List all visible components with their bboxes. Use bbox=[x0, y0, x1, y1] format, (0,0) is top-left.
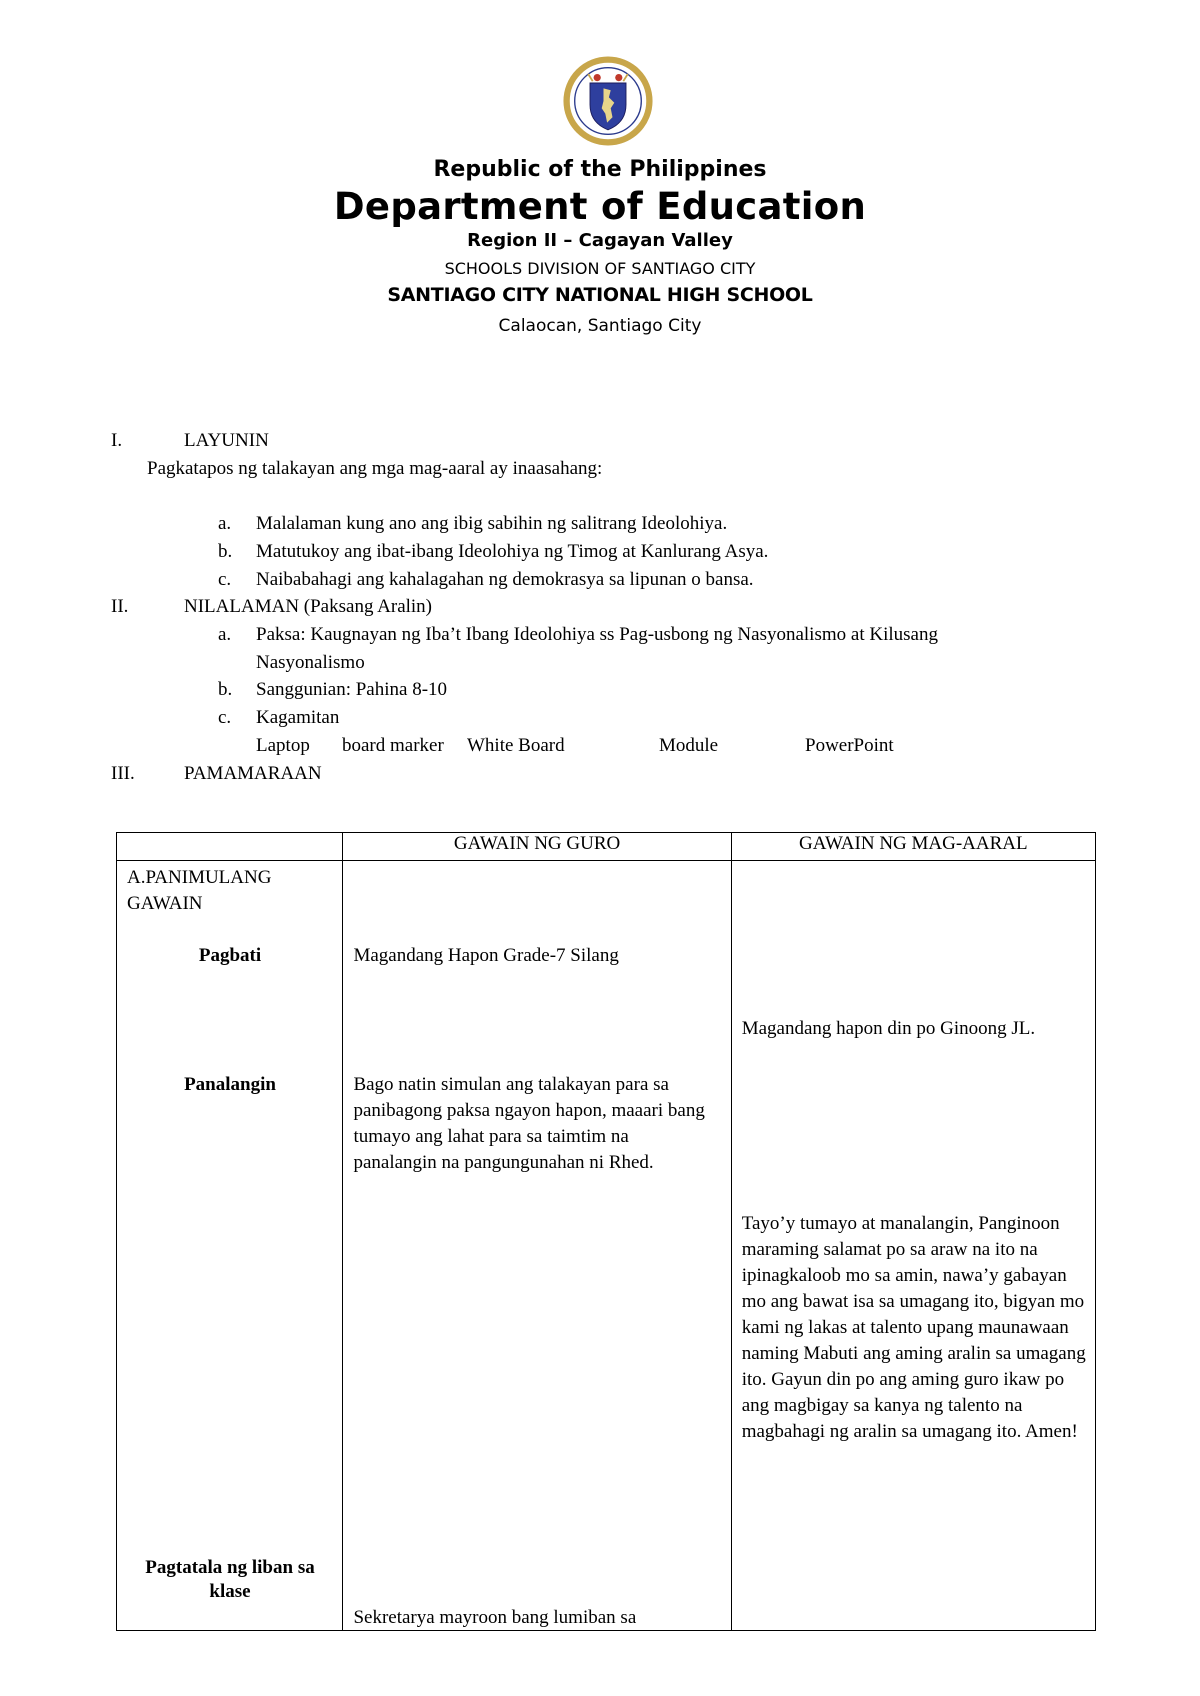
section-title: LAYUNIN bbox=[184, 430, 269, 451]
student-greeting-reply: Magandang hapon din po Ginoong JL. bbox=[741, 1018, 1036, 1039]
list-letter: b. bbox=[218, 679, 233, 700]
section-number: II. bbox=[111, 596, 129, 617]
division-heading: SCHOOLS DIVISION OF SANTIAGO CITY bbox=[444, 259, 756, 278]
list-item: Naibabahagi ang kahalagahan ng demokrasya sa lipunan o bansa. bbox=[256, 569, 754, 590]
list-item: Malalaman kung ano ang ibig sabihin ng salitrang Ideolohiya. bbox=[256, 513, 728, 534]
table-header-cell bbox=[117, 833, 343, 861]
list-item: Matutukoy ang ibat-ibang Ideolohiya ng Timog at Kanlurang Asya. bbox=[256, 541, 769, 562]
region-heading: Region II – Cagayan Valley bbox=[467, 230, 733, 251]
list-item: Paksa: Kaugnayan ng Iba’t Ibang Ideolohiya ss Pag-usbong ng Nasyonalismo at Kilusang bbox=[256, 624, 938, 645]
list-item: Kagamitan bbox=[256, 707, 340, 728]
material-item: PowerPoint bbox=[805, 735, 894, 756]
list-item: Sanggunian: Pahina 8-10 bbox=[256, 679, 448, 700]
table-cell bbox=[117, 861, 343, 1631]
list-letter: a. bbox=[218, 624, 232, 645]
lesson-plan-table bbox=[116, 832, 1096, 1631]
republic-heading: Republic of the Philippines bbox=[433, 157, 767, 182]
list-letter: c. bbox=[218, 569, 232, 590]
activity-label: Pagbati bbox=[198, 945, 262, 966]
table-header-cell: GAWAIN NG MAG-AARAL bbox=[731, 833, 1095, 861]
material-item: board marker bbox=[342, 735, 444, 756]
address-heading: Calaocan, Santiago City bbox=[498, 316, 702, 336]
section-title: PAMAMARAAN bbox=[184, 763, 322, 784]
table-row bbox=[117, 861, 1096, 1631]
school-heading: SANTIAGO CITY NATIONAL HIGH SCHOOL bbox=[387, 284, 813, 306]
list-letter: a. bbox=[218, 513, 232, 534]
student-prayer: Tayo’y tumayo at manalangin, Panginoon maraming salamat po sa araw na ito na ipinagkaloob mo sa amin, nawa’y gabayan mo ang bawat isa sa umagang ito, bigyan mo kami ng lakas at talento upang maunawaan naming Mabuti ang aming aralin sa umagang ito. Gayun din po ang aming guro ikaw po ang magbigay sa kanya ng talento na magbahagi ng aralin sa umagang ito. Amen! bbox=[741, 1213, 1086, 1442]
table-cell bbox=[343, 861, 731, 1631]
teacher-attendance: Sekretarya mayroon bang lumiban sa bbox=[353, 1607, 637, 1628]
deped-seal-icon bbox=[563, 56, 653, 146]
table-header-cell: GAWAIN NG GURO bbox=[343, 833, 731, 861]
teacher-prayer-intro: Bago natin simulan ang talakayan para sa panibagong paksa ngayon hapon, maaari bang tumayo ang lahat para sa taimtim na panalangin na pangungunahan ni Rhed. bbox=[353, 1074, 705, 1173]
material-item: Laptop bbox=[256, 735, 310, 756]
list-letter: b. bbox=[218, 541, 233, 562]
section-intro: Pagkatapos ng talakayan ang mga mag-aaral ay inaasahang: bbox=[147, 458, 603, 479]
section-number: I. bbox=[111, 430, 123, 451]
table-header-row bbox=[117, 833, 1096, 861]
material-item: White Board bbox=[467, 735, 565, 756]
activity-label: Panalangin bbox=[184, 1074, 276, 1095]
section-number: III. bbox=[111, 763, 135, 784]
material-item: Module bbox=[659, 735, 719, 756]
list-letter: c. bbox=[218, 707, 232, 728]
section-title: NILALAMAN (Paksang Aralin) bbox=[184, 596, 433, 617]
activity-label: Pagtatala ng liban sa klase bbox=[145, 1557, 315, 1602]
activity-section-label: A.PANIMULANG GAWAIN bbox=[127, 867, 272, 914]
teacher-greeting: Magandang Hapon Grade-7 Silang bbox=[353, 945, 619, 966]
table-cell bbox=[731, 861, 1095, 1631]
list-item-continuation: Nasyonalismo bbox=[256, 652, 365, 673]
department-heading: Department of Education bbox=[333, 185, 867, 228]
